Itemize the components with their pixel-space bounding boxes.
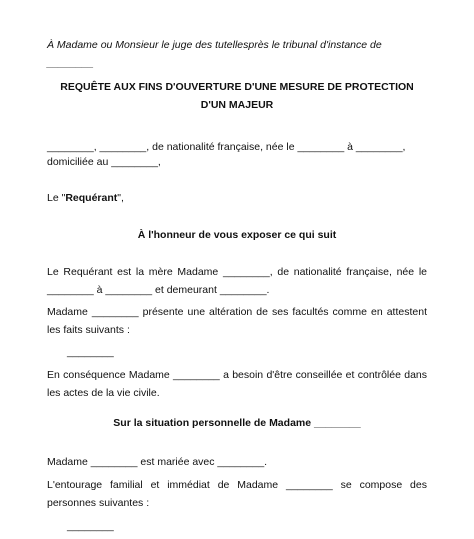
requerant-prefix: Le " xyxy=(47,192,66,204)
honneur-heading: À l'honneur de vous exposer ce qui suit xyxy=(137,229,337,241)
requerant-bold: Requérant xyxy=(65,192,118,204)
requerant-suffix: ", xyxy=(117,192,124,204)
document-title: REQUÊTE AUX FINS D'OUVERTURE D'UNE MESURE DE PROTECTION D'UN MAJEUR xyxy=(60,81,414,111)
paragraph-alteration: Madame ________ présente une altération de ses facultés comme en attestent les faits suivants : xyxy=(47,306,427,336)
paragraph-entourage: L'entourage familial et immédiat de Madame ________ se compose des personnes suivantes : xyxy=(47,479,427,509)
identity-line-2: domiciliée au ________, xyxy=(47,156,161,168)
paragraph-mother: Le Requérant est la mère Madame ________, de nationalité française, née le ________ à ________ et demeurant ________. xyxy=(47,266,427,296)
addressee-line: À Madame ou Monsieur le juge des tutellesprès le tribunal d'instance de ________ xyxy=(47,39,382,69)
requerant-line xyxy=(47,189,427,207)
situation-heading: Sur la situation personnelle de Madame ________ xyxy=(113,417,361,429)
blank-entourage: ________ xyxy=(67,520,114,532)
blank-facts: ________ xyxy=(67,346,114,358)
paragraph-consequence: En conséquence Madame ________ a besoin d'être conseillée et contrôlée dans les actes de la vie civile. xyxy=(47,369,427,399)
identity-line-1: ________, ________, de nationalité française, née le ________ à ________, xyxy=(47,141,406,153)
paragraph-marriage: Madame ________ est mariée avec ________. xyxy=(47,456,268,468)
